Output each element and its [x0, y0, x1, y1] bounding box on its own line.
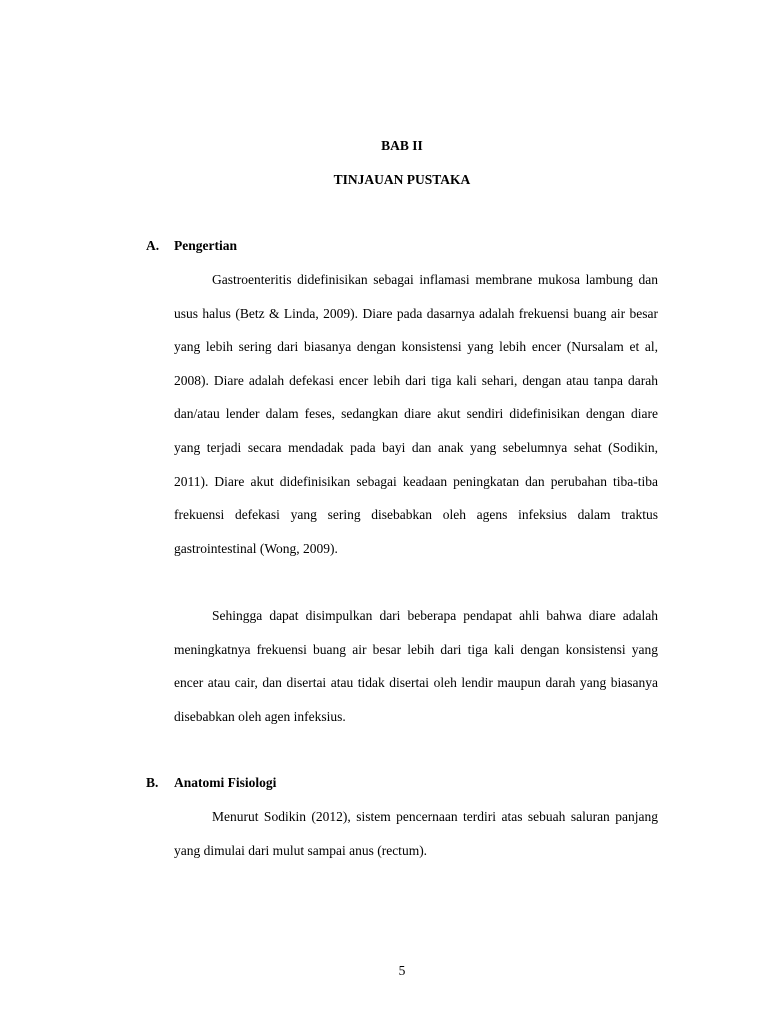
section-letter: B. [146, 775, 159, 790]
paragraph-definition: Gastroenteritis didefinisikan sebagai inflamasi membrane mukosa lambung dan usus halus (Betz & Linda, 2009). Diare pada dasarnya adalah frekuensi buang air besar yang lebih sering dari biasanya dengan konsistensi yang lebih encer (Nursalam et al, 2008). Diare adalah defekasi encer lebih dari tiga kali sehari, dengan atau tanpa darah dan/atau lender dalam feses, sedangkan diare akut sendiri didefinisikan dengan diare yang terjadi secara mendadak pada bayi dan anak yang sebelumnya sehat (Sodikin, 2011). Diare akut didefinisikan sebagai keadaan peningkatan dan perubahan tiba-tiba frekuensi defekasi yang sering disebabkan oleh agens infeksius dalam traktus gastrointestinal (Wong, 2009). [174, 272, 658, 556]
section-letter: A. [146, 238, 160, 253]
paragraph-conclusion: Sehingga dapat disimpulkan dari beberapa pendapat ahli bahwa diare adalah meningkatnya frekuensi buang air besar lebih dari tiga kali dengan konsistensi yang encer atau cair, dan disertai atau tidak disertai oleh lendir maupun darah yang biasanya disebabkan oleh agen infeksius. [174, 608, 658, 724]
chapter-title: TINJAUAN PUSTAKA [333, 172, 471, 187]
section-title: Anatomi Fisiologi [174, 775, 277, 790]
chapter-number: BAB II [381, 138, 423, 153]
section-heading-anatomi-fisiologi [146, 774, 276, 792]
section-heading-pengertian [146, 237, 237, 255]
page-number: 5 [398, 963, 406, 978]
section-title: Pengertian [174, 238, 237, 253]
paragraph-anatomy: Menurut Sodikin (2012), sistem pencernaan terdiri atas sebuah saluran panjang yang dimulai dari mulut sampai anus (rectum). [174, 809, 658, 858]
